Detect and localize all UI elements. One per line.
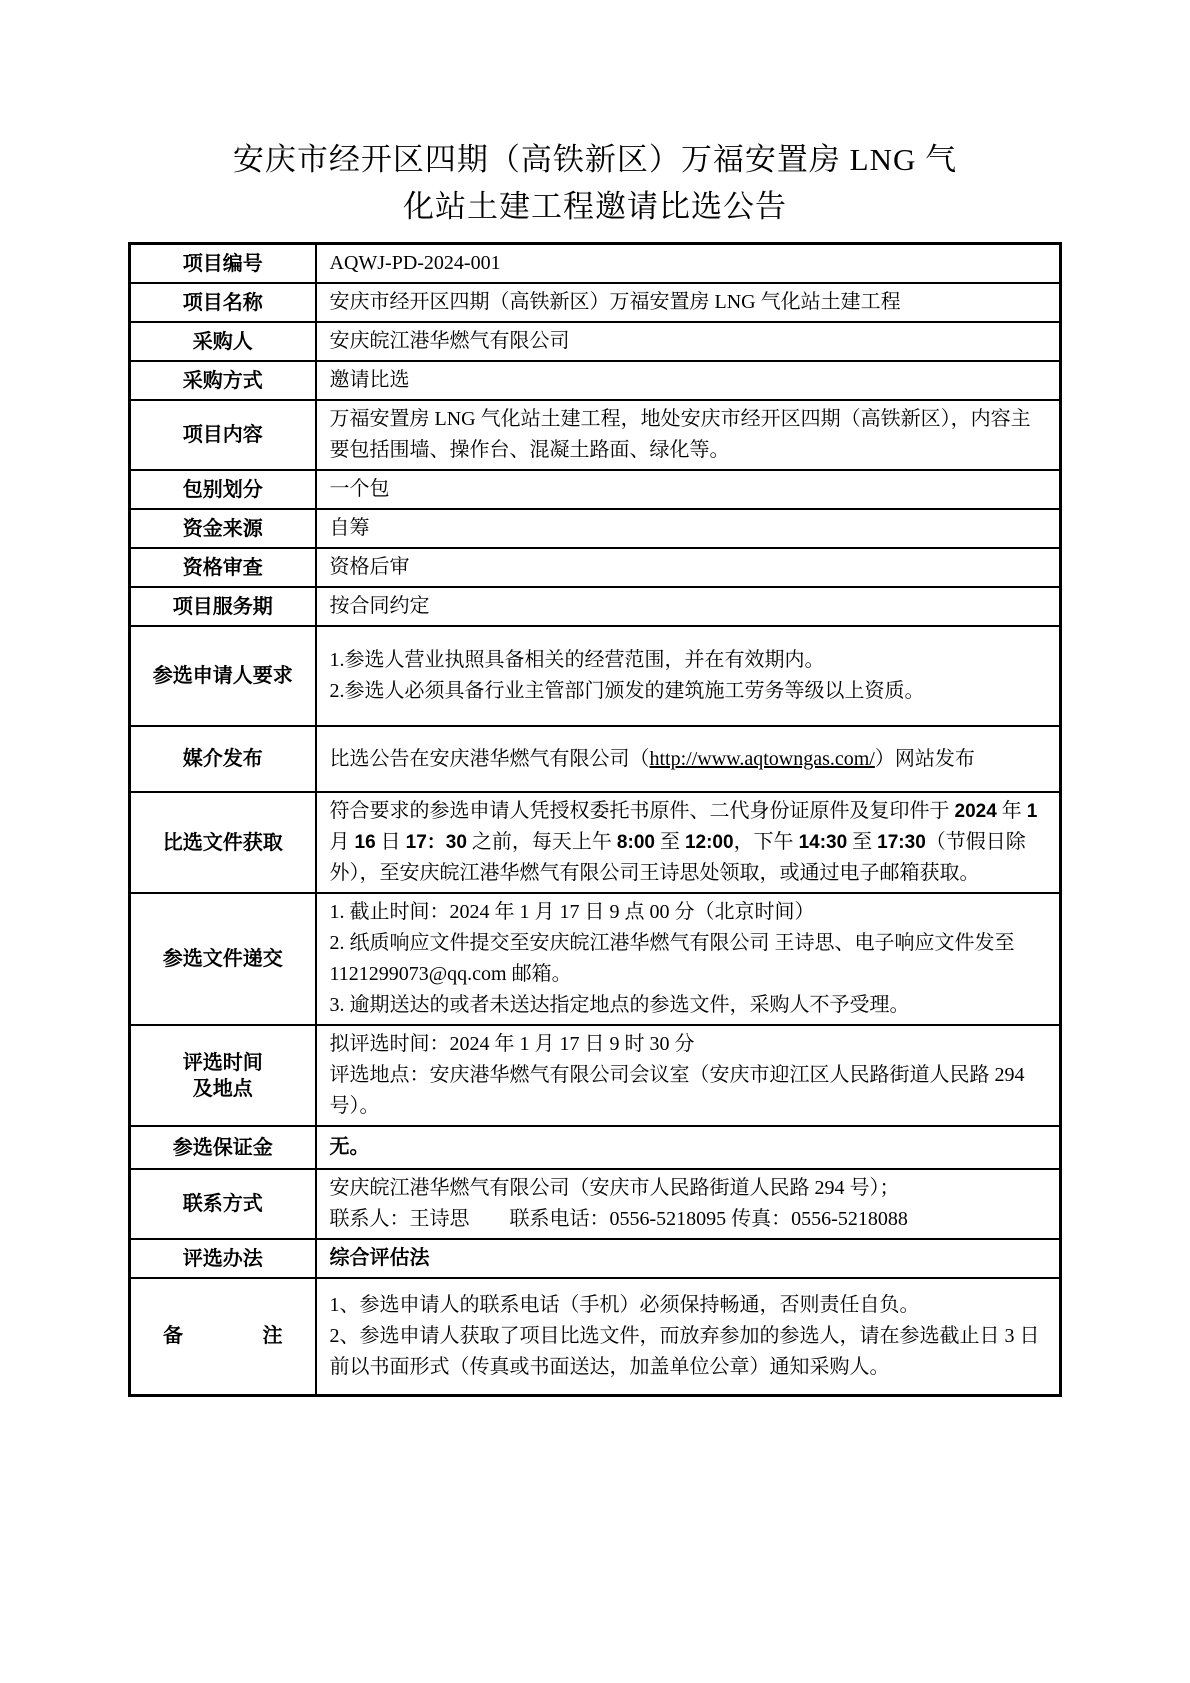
table-row-bid-deposit xyxy=(130,1126,1061,1169)
row-label-evaluation-method xyxy=(130,1239,316,1278)
text-segment: 3. 逾期送达的或者未送达指定地点的参选文件，采购人不予受理。 xyxy=(329,994,910,1016)
text-segment: 2.参选人必须具备行业主管部门颁发的建筑施工劳务等级以上资质。 xyxy=(329,680,925,702)
row-label-document-acquisition xyxy=(130,792,316,893)
text-segment: 资格后审 xyxy=(329,556,410,578)
text-segment: 12:00 xyxy=(684,832,734,853)
row-label-document-submission xyxy=(130,893,316,1025)
row-label-applicant-requirements xyxy=(130,626,316,726)
label-line: 采购方式 xyxy=(182,369,263,392)
table-row-funding-source xyxy=(130,509,1061,548)
row-label-project-service-period xyxy=(130,587,316,626)
label-line: 项目内容 xyxy=(182,424,263,446)
text-segment: 邀请比选 xyxy=(329,369,410,391)
content-line xyxy=(330,591,1050,622)
row-label-contact-info xyxy=(130,1169,316,1239)
text-segment: 月 xyxy=(329,800,1043,853)
title-line-1: 安庆市经开区四期（高铁新区）万福安置房 LNG 气 xyxy=(232,142,958,177)
content-line xyxy=(330,248,1050,279)
text-segment: 2、参选申请人获取了项目比选文件，而放弃参加的参选人，请在参选截止日 3 日前以书面形式（传真或书面送达，加盖单位公章）通知采购人。 xyxy=(329,1324,1040,1378)
table-row-project-name xyxy=(130,283,1061,322)
text-segment: 联系人：王诗思 联系电话：0556-5218095 传真：0556-5218088 xyxy=(329,1208,908,1230)
text-segment: 2024 xyxy=(954,801,997,822)
text-segment: 符合要求的参选申请人凭授权委托书原件、二代身份证原件及复印件于 xyxy=(329,800,955,822)
notice-table-body xyxy=(130,244,1061,1396)
label-line: 及地点 xyxy=(192,1077,253,1100)
text-segment: 8:00 xyxy=(616,832,655,853)
row-label-spread xyxy=(137,1323,309,1349)
row-label-project-content xyxy=(130,400,316,470)
table-row-purchaser xyxy=(130,322,1061,361)
row-content-bid-deposit xyxy=(316,1126,1061,1169)
content-line xyxy=(330,1132,1050,1163)
label-char: 注 xyxy=(262,1325,283,1348)
row-content-evaluation-method xyxy=(316,1239,1061,1278)
content-line xyxy=(330,365,1050,396)
table-row-applicant-requirements xyxy=(130,626,1061,726)
content-line xyxy=(330,552,1050,583)
label-line: 参选保证金 xyxy=(172,1136,273,1159)
content-line xyxy=(330,1060,1050,1122)
text-segment: ）网站发布 xyxy=(874,747,975,770)
text-segment: 安庆皖江港华燃气有限公司（安庆市人民路街道人民路 294 号）； xyxy=(329,1177,900,1199)
row-label-bid-deposit xyxy=(130,1126,316,1169)
row-content-package-division xyxy=(316,470,1061,509)
row-label-package-division xyxy=(130,470,316,509)
content-line xyxy=(330,1243,1050,1274)
row-content-project-number xyxy=(316,244,1061,284)
table-row-evaluation-method xyxy=(130,1239,1061,1278)
table-row-document-submission xyxy=(130,893,1061,1025)
text-segment: （节假日除外），至安庆皖江港华燃气有限公司王诗思处领取，或通过电子邮箱获取。 xyxy=(329,831,1026,884)
table-row-project-content xyxy=(130,400,1061,470)
table-row-project-number xyxy=(130,244,1061,284)
table-row-qualification-review xyxy=(130,548,1061,587)
content-line xyxy=(330,897,1050,928)
table-row-document-acquisition xyxy=(130,792,1061,893)
label-line: 项目服务期 xyxy=(172,595,273,618)
content-line xyxy=(330,326,1050,357)
row-content-applicant-requirements xyxy=(316,626,1061,726)
content-line xyxy=(330,1290,1050,1321)
text-segment: 16 xyxy=(354,832,376,853)
table-row-contact-info xyxy=(130,1169,1061,1239)
content-line xyxy=(330,474,1050,505)
title-line-2: 化站土建工程邀请比选公告 xyxy=(403,189,787,224)
row-content-purchaser xyxy=(316,322,1061,361)
text-segment: 17：30 xyxy=(405,832,467,853)
document-title xyxy=(0,0,1190,230)
label-line: 媒介发布 xyxy=(182,748,263,770)
text-segment: 自筹 xyxy=(329,517,370,539)
content-line xyxy=(330,1173,1050,1204)
content-line xyxy=(330,287,1050,318)
text-segment: ，下午 xyxy=(733,831,799,853)
row-content-contact-info xyxy=(316,1169,1061,1239)
row-content-document-acquisition xyxy=(316,792,1061,893)
label-line: 资格审查 xyxy=(182,556,263,579)
row-content-project-content xyxy=(316,400,1061,470)
text-segment: 综合评估法 xyxy=(329,1247,430,1269)
label-line: 项目编号 xyxy=(182,252,263,275)
row-content-project-service-period xyxy=(316,587,1061,626)
text-segment: 比选公告在安庆港华燃气有限公司（ xyxy=(329,747,650,770)
row-content-remarks xyxy=(316,1278,1061,1395)
text-segment: AQWJ-PD-2024-001 xyxy=(329,252,501,274)
row-content-evaluation-time-place xyxy=(316,1025,1061,1126)
label-line: 比选文件获取 xyxy=(162,831,283,854)
text-segment: 一个包 xyxy=(329,478,390,500)
text-segment: 年 xyxy=(996,800,1027,822)
content-line xyxy=(330,676,1050,707)
label-line: 联系方式 xyxy=(182,1193,263,1215)
label-char: 备 xyxy=(163,1325,183,1348)
content-line xyxy=(330,928,1050,990)
table-row-project-service-period xyxy=(130,587,1061,626)
row-label-procurement-method xyxy=(130,361,316,400)
content-line xyxy=(330,1204,1050,1235)
text-segment: 至 xyxy=(654,831,685,853)
text-segment: 1 xyxy=(1026,801,1038,822)
row-content-qualification-review xyxy=(316,548,1061,587)
content-line xyxy=(330,1029,1050,1060)
text-segment: 至 xyxy=(847,831,878,853)
content-line xyxy=(330,1321,1050,1383)
label-line: 项目名称 xyxy=(182,291,263,314)
label-line: 资金来源 xyxy=(182,517,263,540)
content-line xyxy=(330,513,1050,544)
row-content-project-name xyxy=(316,283,1061,322)
content-line xyxy=(330,796,1050,889)
label-line: 采购人 xyxy=(192,330,253,353)
table-row-package-division xyxy=(130,470,1061,509)
row-content-procurement-method xyxy=(316,361,1061,400)
text-segment: 1、参选申请人的联系电话（手机）必须保持畅通，否则责任自负。 xyxy=(329,1293,920,1316)
content-line xyxy=(330,990,1050,1021)
row-label-remarks xyxy=(130,1278,316,1395)
website-url-link[interactable]: http://www.aqtowngas.com/ xyxy=(649,747,875,770)
text-segment: 2. 纸质响应文件提交至安庆皖江港华燃气有限公司 王诗思、电子响应文件发至 1121299073@qq.com 邮箱。 xyxy=(329,932,1020,985)
row-label-project-number xyxy=(130,244,316,284)
row-label-funding-source xyxy=(130,509,316,548)
label-line: 评选时间 xyxy=(182,1051,263,1074)
row-label-media-publication xyxy=(130,726,316,792)
row-content-funding-source xyxy=(316,509,1061,548)
text-segment: 1. 截止时间：2024 年 1 月 17 日 9 点 00 分（北京时间） xyxy=(329,901,815,923)
text-segment: 14:30 xyxy=(798,832,848,853)
text-segment: 之前，每天上午 xyxy=(466,831,617,853)
text-segment: 日 xyxy=(375,831,406,853)
text-segment: 拟评选时间：2024 年 1 月 17 日 9 时 30 分 xyxy=(329,1033,695,1055)
label-line: 参选文件递交 xyxy=(162,948,283,970)
text-segment: 按合同约定 xyxy=(329,595,430,617)
text-segment: 安庆皖江港华燃气有限公司 xyxy=(329,330,570,352)
table-row-remarks xyxy=(130,1278,1061,1395)
table-row-evaluation-time-place xyxy=(130,1025,1061,1126)
content-line xyxy=(330,744,1050,775)
row-label-qualification-review xyxy=(130,548,316,587)
text-segment: 万福安置房 LNG 气化站土建工程，地处安庆市经开区四期（高铁新区），内容主要包括围墙、操作台、混凝土路面、绿化等。 xyxy=(329,408,1031,461)
text-segment: 17:30 xyxy=(877,832,926,853)
label-line: 评选办法 xyxy=(182,1247,263,1270)
text-segment: 1.参选人营业执照具备相关的经营范围，并在有效期内。 xyxy=(329,649,825,671)
label-line: 包别划分 xyxy=(182,478,263,501)
text-segment: 安庆市经开区四期（高铁新区）万福安置房 LNG 气化站土建工程 xyxy=(329,291,901,313)
content-line xyxy=(330,404,1050,466)
row-label-project-name xyxy=(130,283,316,322)
text-segment: 无。 xyxy=(329,1136,370,1158)
table-row-procurement-method xyxy=(130,361,1061,400)
notice-table xyxy=(128,242,1062,1397)
label-line: 参选申请人要求 xyxy=(152,665,293,687)
row-label-evaluation-time-place xyxy=(130,1025,316,1126)
row-content-media-publication xyxy=(316,726,1061,792)
content-line xyxy=(330,645,1050,676)
text-segment: 评选地点：安庆港华燃气有限公司会议室（安庆市迎江区人民路街道人民路 294 号）。 xyxy=(329,1064,1030,1117)
row-label-purchaser xyxy=(130,322,316,361)
row-content-document-submission xyxy=(316,893,1061,1025)
table-row-media-publication xyxy=(130,726,1061,792)
